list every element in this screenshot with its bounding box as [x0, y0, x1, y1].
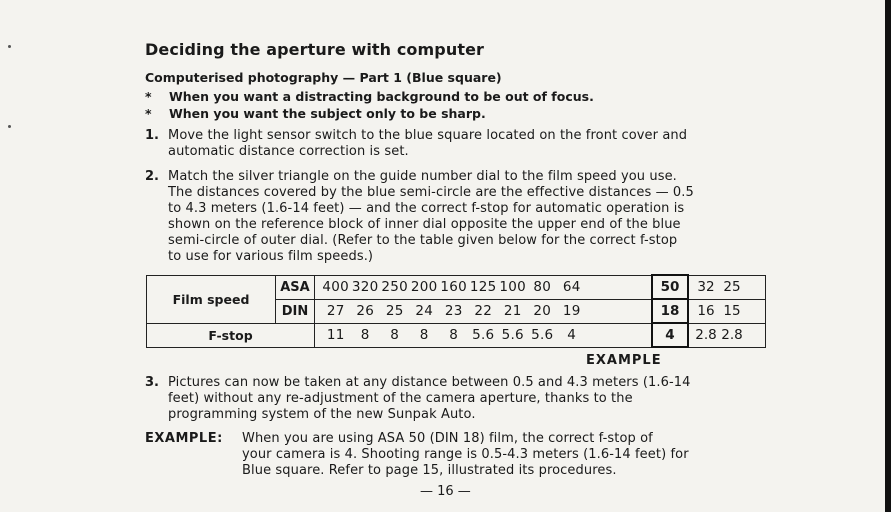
table-row-asa: [147, 275, 766, 299]
table-row-fstop: [147, 323, 766, 347]
table-cell: 160: [440, 279, 468, 295]
text-line: Match the silver triangle on the guide number dial to the film speed you use.: [168, 169, 677, 184]
text-line: Blue square. Refer to page 15, illustrated its procedures.: [242, 463, 617, 478]
text-line: automatic distance correction is set.: [168, 144, 409, 159]
table-cell: 2.8: [695, 327, 717, 343]
text-line: programming system of the new Sunpak Auto.: [168, 407, 476, 422]
table-cell: 100: [499, 279, 527, 295]
section-subtitle: Computerised photography — Part 1 (Blue square): [145, 70, 502, 85]
bullet-text: When you want a distracting background to be out of focus.: [169, 89, 594, 104]
table-cell: 80: [533, 279, 552, 295]
table-cell: 20: [533, 303, 552, 319]
table-cell: 23: [444, 303, 463, 319]
table-cell: 22: [474, 303, 493, 319]
example-text: [242, 431, 689, 479]
table-cell: 5.6: [501, 327, 524, 343]
step-number: 2.: [145, 169, 159, 184]
fstop-rest: [688, 323, 766, 347]
scan-speck: [8, 125, 11, 128]
text-line: your camera is 4. Shooting range is 0.5-4.3 meters (1.6-14 feet) for: [242, 447, 689, 462]
table-cell: 4: [567, 327, 577, 343]
table-cell: 25: [723, 279, 741, 295]
din-label: DIN: [276, 299, 315, 323]
table-cell: 16: [697, 303, 715, 319]
text-line: semi-circle of outer dial. (Refer to the table given below for the correct f-stop: [168, 233, 678, 248]
step-number: 3.: [145, 375, 159, 390]
fstop-values: [315, 323, 653, 347]
table-cell: 125: [469, 279, 497, 295]
text-line: shown on the reference block of inner dial opposite the upper end of the blue: [168, 217, 681, 232]
text-line: to 4.3 meters (1.6-14 feet) — and the correct f-stop for automatic operation is: [168, 201, 685, 216]
table-cell: 400: [322, 279, 350, 295]
asa-label: ASA: [276, 275, 315, 299]
table-cell: 25: [385, 303, 404, 319]
table-cell: 27: [326, 303, 345, 319]
highlighted-asa: 50: [652, 275, 688, 299]
bullet-item: [145, 106, 486, 121]
table-cell: 5.6: [531, 327, 554, 343]
text-line: When you are using ASA 50 (DIN 18) film, the correct f-stop of: [242, 431, 653, 446]
bullet-item: [145, 89, 594, 104]
table-cell: 8: [449, 327, 459, 343]
step-3-text: [168, 375, 691, 423]
step-2-text: [168, 169, 694, 265]
table-cell: 2.8: [721, 327, 743, 343]
text-line: The distances covered by the blue semi-circle are the effective distances — 0.5: [168, 185, 694, 200]
table-cell: 19: [562, 303, 581, 319]
text-line: feet) without any re-adjustment of the camera aperture, thanks to the: [168, 391, 633, 406]
table-cell: 5.6: [472, 327, 495, 343]
table-cell: 32: [697, 279, 715, 295]
scan-edge: [885, 0, 891, 512]
table-cell: 11: [326, 327, 345, 343]
table-cell: 8: [360, 327, 370, 343]
asa-values: [315, 275, 653, 299]
highlighted-din: 18: [652, 299, 688, 323]
table-cell: 250: [381, 279, 409, 295]
bullet-marker: *: [145, 89, 152, 104]
text-line: to use for various film speeds.): [168, 249, 374, 264]
bullet-marker: *: [145, 106, 152, 121]
film-speed-table: [146, 274, 766, 348]
table-cell: 26: [356, 303, 375, 319]
step-number: 1.: [145, 128, 159, 143]
example-label: EXAMPLE:: [145, 431, 223, 446]
din-values: [315, 299, 653, 323]
table-cell: 320: [351, 279, 379, 295]
text-line: Move the light sensor switch to the blue square located on the front cover and: [168, 128, 688, 143]
highlighted-fstop: 4: [652, 323, 688, 347]
table-cell: 64: [562, 279, 581, 295]
bullet-text: When you want the subject only to be sharp.: [169, 106, 486, 121]
table-cell: 15: [723, 303, 741, 319]
table-cell: 21: [503, 303, 522, 319]
scan-speck: [8, 45, 11, 48]
table-cell: 24: [415, 303, 434, 319]
step-1-text: [168, 128, 687, 160]
example-tag: EXAMPLE: [586, 353, 662, 368]
table-cell: 8: [419, 327, 429, 343]
table-cell: 200: [410, 279, 438, 295]
film-speed-label: Film speed: [147, 275, 276, 323]
asa-rest: [688, 275, 766, 299]
page-number: — 16 —: [420, 484, 471, 499]
din-rest: [688, 299, 766, 323]
fstop-label: F-stop: [147, 323, 315, 347]
text-line: Pictures can now be taken at any distance between 0.5 and 4.3 meters (1.6-14: [168, 375, 691, 390]
table-cell: 8: [390, 327, 400, 343]
page-title: Deciding the aperture with computer: [145, 40, 485, 59]
